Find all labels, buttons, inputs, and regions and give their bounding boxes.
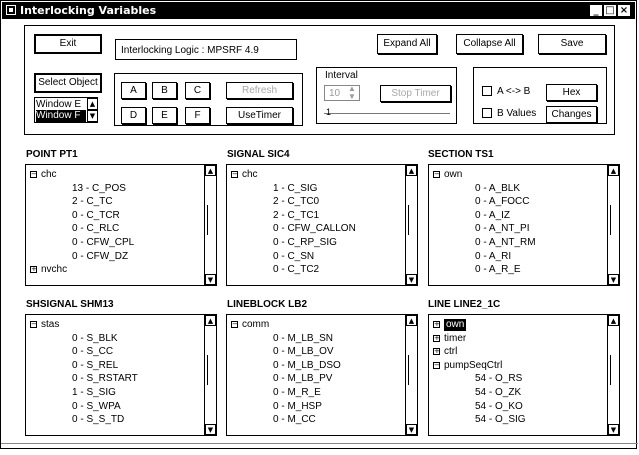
tree-item[interactable]: 13 - C_POS (72, 182, 126, 194)
tree-item[interactable]: 0 - S_CC (72, 346, 114, 358)
interval-spinner[interactable] (324, 85, 360, 101)
tree-item[interactable]: 0 - CFW_CALLON (273, 223, 356, 235)
collapse-icon[interactable]: − (31, 320, 37, 328)
vertical-scrollbar[interactable] (405, 315, 417, 435)
tree-item[interactable]: 0 - M_LB_SN (273, 332, 334, 344)
collapse-icon[interactable]: − (232, 320, 238, 328)
tree-item[interactable]: 0 - S_REL (72, 359, 119, 371)
vertical-scrollbar[interactable] (405, 165, 417, 285)
panel-title: SECTION TS1 (428, 149, 494, 160)
tree-item[interactable]: 0 - M_CC (273, 414, 316, 426)
tree-item[interactable]: 0 - M_LB_DSO (273, 359, 341, 371)
b-values-label: B Values (497, 108, 537, 119)
tree-item[interactable]: 0 - M_LB_PV (273, 373, 333, 385)
exit-button[interactable]: Exit (34, 34, 102, 54)
scroll-thumb[interactable] (610, 205, 611, 235)
scroll-up-icon[interactable]: ▲ (608, 165, 619, 176)
window-list-down-arrow[interactable]: ▼ (87, 110, 98, 122)
minimize-icon[interactable]: _ (589, 4, 603, 17)
title-bar[interactable] (2, 2, 635, 19)
expand-all-button[interactable]: Expand All (377, 34, 437, 54)
tree-group[interactable]: own (446, 319, 465, 330)
window-list-item[interactable]: Window E (36, 99, 82, 110)
a-b-label: A <-> B (497, 86, 531, 97)
interval-status: 1 (326, 107, 332, 117)
button-d[interactable]: D (121, 107, 146, 124)
spin-down-icon[interactable]: ▼ (348, 92, 356, 101)
button-a[interactable]: A (121, 82, 146, 99)
window-list-up-arrow[interactable]: ▲ (87, 98, 98, 110)
variable-tree[interactable] (25, 314, 217, 436)
expand-icon[interactable]: + (434, 320, 440, 328)
button-f[interactable]: F (185, 107, 210, 124)
panel-title: SHSIGNAL SHM13 (26, 299, 114, 310)
tree-item[interactable]: 0 - A_FOCC (475, 196, 530, 208)
tree-item[interactable]: 54 - O_ZK (475, 387, 522, 398)
window-list-item-selected[interactable]: Window F (36, 110, 86, 122)
scroll-down-icon[interactable]: ▼ (608, 424, 619, 435)
tree-item[interactable]: 1 - S_SIG (72, 387, 116, 398)
use-timer-button[interactable]: UseTimer (226, 107, 293, 124)
collapse-icon[interactable]: − (232, 170, 238, 178)
select-object-button[interactable]: Select Object (34, 73, 102, 93)
tree-item[interactable]: 54 - O_SIG (475, 414, 526, 426)
variable-tree[interactable] (428, 164, 620, 286)
changes-button[interactable]: Changes (546, 106, 597, 123)
tree-item[interactable]: 0 - C_RP_SIG (273, 237, 337, 248)
refresh-button[interactable]: Refresh (226, 82, 293, 99)
expand-icon[interactable]: + (31, 265, 37, 274)
scroll-thumb[interactable] (207, 355, 208, 385)
scroll-down-icon[interactable]: ▼ (205, 424, 216, 435)
window-title: Interlocking Variables (20, 4, 157, 17)
save-button[interactable]: Save (538, 34, 606, 54)
tree-item[interactable]: 0 - S_RSTART (72, 373, 138, 385)
button-e[interactable]: E (152, 107, 177, 124)
collapse-all-button[interactable]: Collapse All (456, 34, 523, 54)
tree-item[interactable]: 0 - C_TCR (72, 209, 120, 221)
variable-tree[interactable] (226, 164, 418, 286)
panel-title: LINEBLOCK LB2 (227, 299, 307, 310)
tree-item[interactable]: 0 - CFW_DZ (72, 250, 129, 262)
tree-item[interactable]: 2 - C_TC1 (273, 209, 320, 221)
tree-group[interactable]: own (444, 169, 463, 180)
vertical-scrollbar[interactable] (204, 165, 216, 285)
tree-item[interactable]: 0 - M_HSP (273, 400, 322, 412)
tree-item[interactable]: 0 - S_S_TD (72, 414, 125, 426)
interval-value: 10 (329, 88, 341, 99)
tree-group[interactable]: chc (242, 169, 258, 180)
tree-group[interactable]: nvchc (41, 264, 68, 276)
tree-item[interactable]: 2 - C_TC0 (273, 196, 320, 208)
tree-group[interactable]: pumpSeqCtrl (444, 359, 503, 371)
tree-group[interactable]: timer (444, 332, 467, 344)
tree-item[interactable]: 0 - A_NT_PI (475, 223, 530, 235)
tree-item[interactable]: 2 - C_TC (72, 196, 113, 208)
tree-item[interactable]: 54 - O_KO (475, 400, 523, 412)
tree-item[interactable]: 0 - M_R_E (273, 387, 321, 398)
scroll-up-icon[interactable]: ▲ (205, 165, 216, 176)
tree-item[interactable]: 54 - O_RS (475, 373, 523, 385)
tree-item[interactable]: 0 - C_RLC (72, 223, 120, 235)
stop-timer-button[interactable]: Stop Timer (380, 85, 451, 102)
expand-icon[interactable]: + (434, 333, 440, 342)
scroll-up-icon[interactable]: ▲ (406, 315, 417, 326)
close-icon[interactable]: × (617, 4, 631, 17)
interlocking-logic-label: Interlocking Logic : MPSRF 4.9 (121, 45, 259, 56)
scroll-up-icon[interactable]: ▲ (205, 315, 216, 326)
scroll-up-icon[interactable]: ▲ (608, 315, 619, 326)
scroll-down-icon[interactable]: ▼ (205, 274, 216, 285)
scroll-thumb[interactable] (207, 205, 208, 235)
tree-group[interactable]: ctrl (444, 346, 458, 358)
tree-item[interactable]: 0 - A_BLK (475, 182, 521, 194)
collapse-icon[interactable]: − (434, 170, 440, 178)
tree-item[interactable]: 0 - A_RI (475, 250, 512, 262)
collapse-icon[interactable]: − (434, 360, 440, 369)
tree-item[interactable]: 1 - C_SIG (273, 182, 318, 194)
scroll-thumb[interactable] (408, 205, 409, 235)
maximize-icon[interactable]: □ (603, 4, 617, 17)
tree-group[interactable]: comm (242, 319, 270, 330)
tree-item[interactable]: 0 - CFW_CPL (72, 237, 135, 248)
scroll-thumb[interactable] (610, 355, 611, 385)
scroll-up-icon[interactable]: ▲ (406, 165, 417, 176)
spin-up-icon[interactable]: ▲ (348, 84, 356, 93)
collapse-icon[interactable]: − (31, 170, 37, 178)
scroll-thumb[interactable] (408, 355, 409, 385)
panel-title: LINE LINE2_1C (428, 299, 501, 310)
vertical-scrollbar[interactable] (607, 165, 619, 285)
vertical-scrollbar[interactable] (204, 315, 216, 435)
tree-item[interactable]: 0 - A_NT_RM (475, 237, 536, 248)
scroll-down-icon[interactable]: ▼ (608, 274, 619, 285)
panel-title: POINT PT1 (26, 149, 78, 160)
variable-tree[interactable] (428, 314, 620, 436)
tree-item[interactable]: 0 - S_WPA (72, 400, 121, 412)
variable-tree[interactable] (25, 164, 217, 286)
window-select-list[interactable] (34, 97, 98, 123)
tree-item[interactable]: 0 - M_LB_OV (273, 346, 334, 358)
app-icon (6, 5, 16, 15)
interval-label: Interval (325, 70, 358, 81)
tree-group[interactable]: stas (41, 319, 60, 330)
tree-item[interactable]: 0 - C_SN (273, 250, 315, 262)
tree-item[interactable]: 0 - A_IZ (475, 209, 511, 221)
tree-group[interactable]: chc (41, 169, 57, 180)
bottom-border (1, 443, 638, 444)
tree-item[interactable]: 0 - A_R_E (475, 264, 521, 276)
button-c[interactable]: C (185, 82, 210, 99)
scroll-down-icon[interactable]: ▼ (406, 274, 417, 285)
button-b[interactable]: B (152, 82, 177, 99)
interval-slider-track[interactable] (324, 113, 450, 114)
variable-tree[interactable] (226, 314, 418, 436)
a-b-checkbox[interactable] (482, 86, 492, 96)
expand-icon[interactable]: + (434, 347, 440, 356)
hex-button[interactable]: Hex (546, 84, 597, 101)
vertical-scrollbar[interactable] (607, 315, 619, 435)
scroll-down-icon[interactable]: ▼ (406, 424, 417, 435)
panel-title: SIGNAL SIC4 (227, 149, 290, 160)
tree-item[interactable]: 0 - S_BLK (72, 332, 118, 344)
tree-item[interactable]: 0 - C_TC2 (273, 264, 320, 276)
b-values-checkbox[interactable] (482, 108, 492, 118)
